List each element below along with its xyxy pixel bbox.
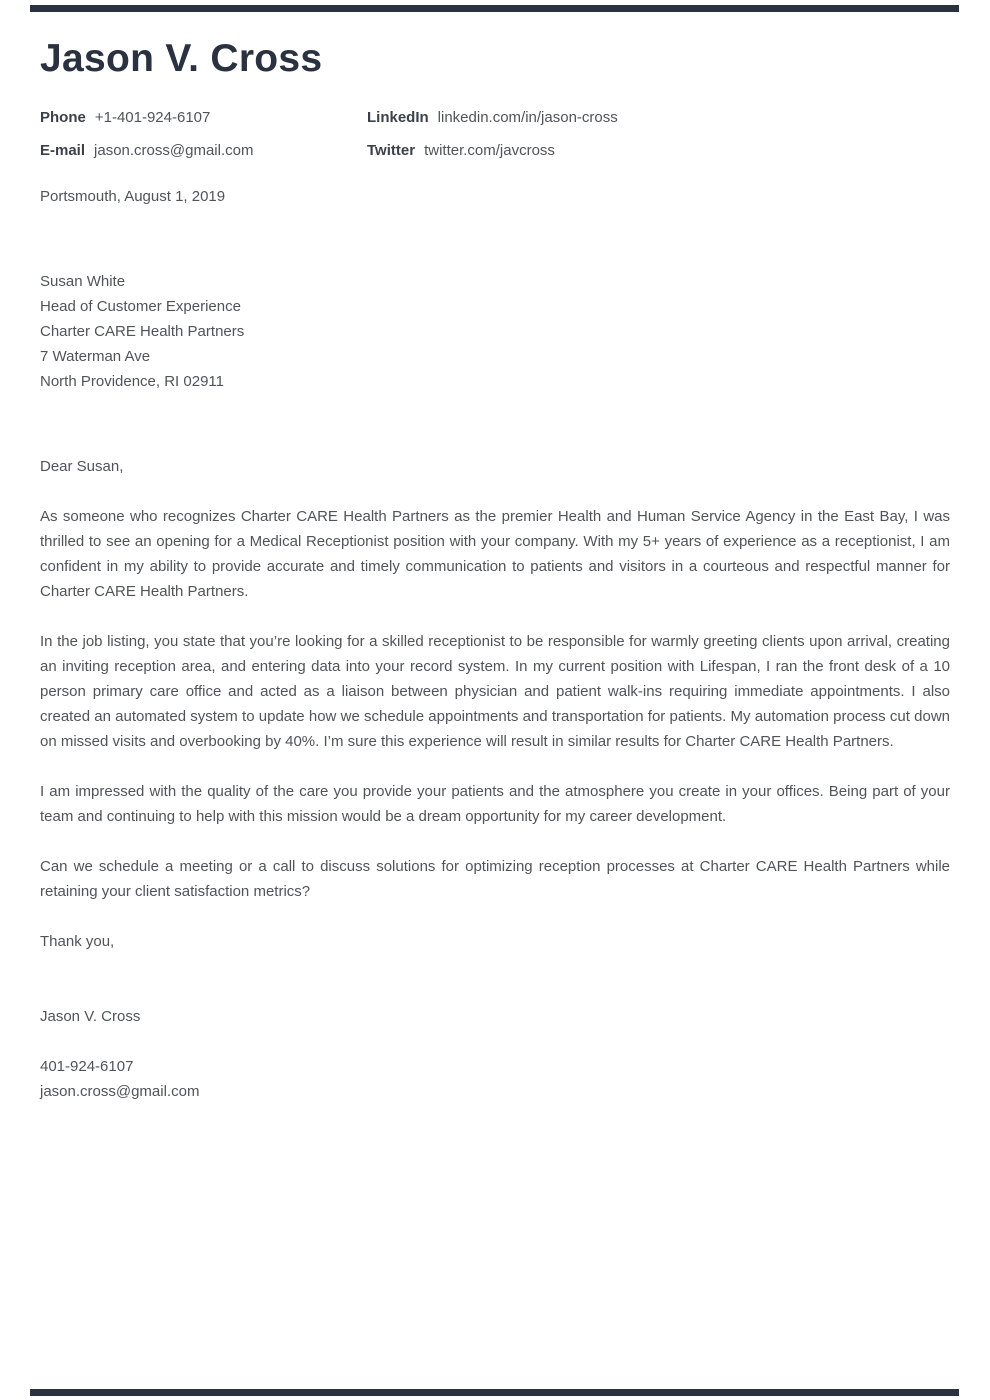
signature-contact [40, 1054, 199, 1104]
body-paragraph-3: I am impressed with the quality of the care you provide your patients and the atmosphere you create in your offices. Being part of your team and continuing to help with this mission would be a dream opportunity for my career development. [40, 783, 950, 825]
phone-value: +1-401-924-6107 [94, 109, 211, 126]
recipient-street: 7 Waterman Ave [40, 348, 151, 365]
email-value: jason.cross@gmail.com [94, 142, 254, 159]
signature-name: Jason V. Cross [40, 1008, 141, 1025]
bottom-accent-bar [30, 1389, 959, 1396]
body-paragraph-4: Can we schedule a meeting or a call to discuss solutions for optimizing reception processes at Charter CARE Health Partners while retaining your client satisfaction metrics? [40, 858, 950, 900]
recipient-company: Charter CARE Health Partners [40, 323, 245, 340]
contact-twitter [367, 142, 950, 161]
signature-phone: 401-924-6107 [40, 1058, 134, 1075]
twitter-label: Twitter [367, 142, 416, 159]
recipient-title: Head of Customer Experience [40, 298, 241, 315]
contact-phone [40, 109, 367, 128]
linkedin-label: LinkedIn [367, 109, 429, 126]
salutation: Dear Susan, [40, 458, 124, 475]
linkedin-value: linkedin.com/in/jason-cross [437, 109, 618, 126]
body-paragraph-2: In the job listing, you state that you’re looking for a skilled receptionist to be responsible for warmly greeting clients upon arrival, creating an inviting reception area, and entering data into your record system. In my current position with Lifespan, I ran the front desk of a 10 person primary care office and acted as a liaison between physician and patient walk-ins requiring immediate appointments. I also created an automated system to update how we schedule appointments and transportation for patients. My automation process cut down on missed visits and overbooking by 40%. I’m sure this experience will result in similar results for Charter CARE Health Partners. [40, 633, 950, 750]
recipient-city: North Providence, RI 02911 [40, 373, 224, 390]
top-accent-bar [30, 5, 959, 12]
contact-email [40, 142, 367, 161]
recipient-name: Susan White [40, 273, 126, 290]
applicant-name: Jason V. Cross [40, 37, 323, 80]
closing-line: Thank you, [40, 933, 115, 950]
twitter-value: twitter.com/javcross [424, 142, 555, 159]
recipient-address [40, 269, 244, 394]
date-line: Portsmouth, August 1, 2019 [40, 188, 226, 205]
phone-label: Phone [40, 109, 86, 126]
signature-email: jason.cross@gmail.com [40, 1083, 200, 1100]
email-label: E-mail [40, 142, 86, 159]
contact-linkedin [367, 109, 950, 128]
body-paragraph-1: As someone who recognizes Charter CARE Health Partners as the premier Health and Human Service Agency in the East Bay, I was thrilled to see an opening for a Medical Receptionist position with your company. With my 5+ years of experience as a receptionist, I am confident in my ability to provide accurate and timely communication to patients and visitors in a courteous and respectful manner for Charter CARE Health Partners. [40, 508, 950, 600]
contact-info [40, 109, 950, 161]
